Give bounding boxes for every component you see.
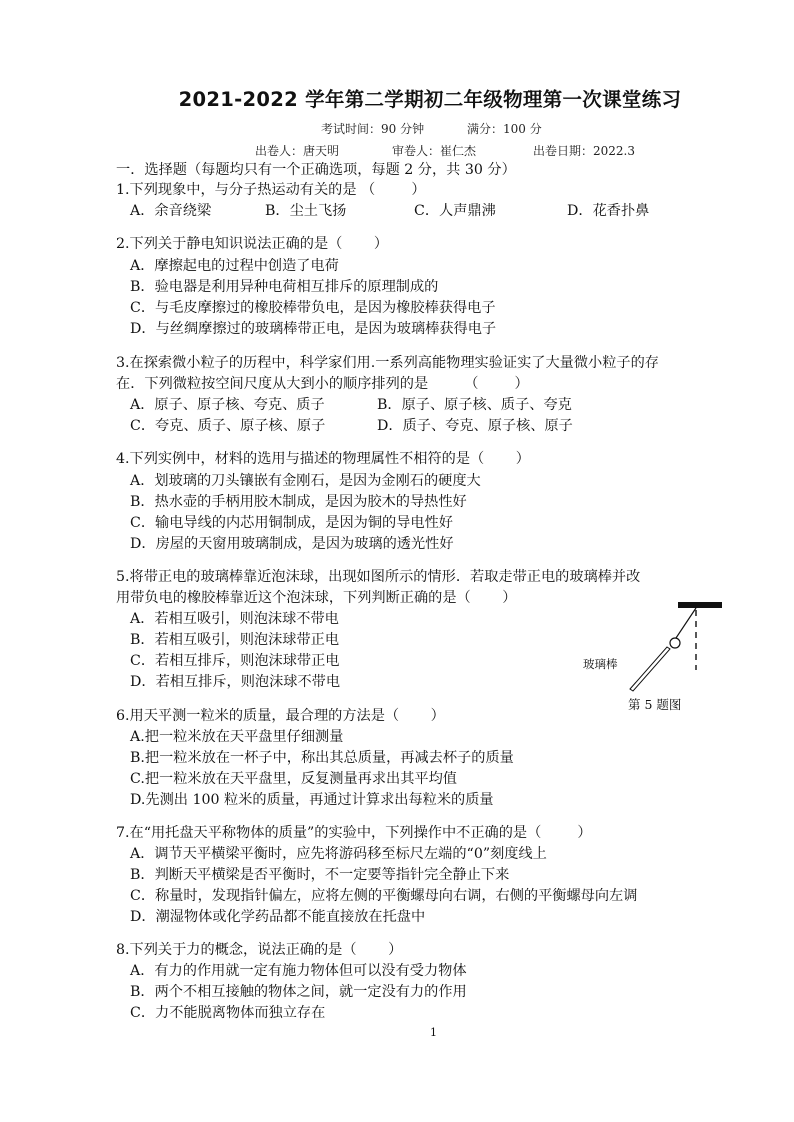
option-c: C．若相互排斥，则泡沫球带正电 — [130, 653, 340, 669]
option-b: B．原子、原子核、质子、夸克 — [377, 397, 572, 413]
ceiling-support — [678, 602, 722, 608]
option-a: A．调节天平横梁平衡时，应先将游码移至标尺左端的“0”刻度线上 — [130, 846, 547, 862]
foam-ball — [670, 638, 680, 648]
glass-rod-label: 玻璃棒 — [583, 657, 618, 671]
glass-rod — [630, 647, 670, 691]
suspension-thread — [676, 608, 696, 638]
option-d: D．潮湿物体或化学药品都不能直接放在托盘中 — [130, 909, 426, 925]
option-c: C.把一粒米放在天平盘里，反复测量再求出其平均值 — [130, 771, 457, 787]
option-a: A．若相互吸引，则泡沫球不带电 — [130, 611, 339, 627]
exam-time: 考试时间：90 分钟 — [321, 122, 425, 136]
option-a: A．原子、原子核、夸克、质子 — [130, 397, 325, 413]
option-d: D．与丝绸摩擦过的玻璃棒带正电，是因为玻璃棒获得电子 — [130, 321, 497, 337]
section-heading: 一．选择题（每题均只有一个正确选项，每题 2 分，共 30 分） — [116, 162, 516, 178]
option-d: D．花香扑鼻 — [567, 203, 650, 219]
paper-date: 出卷日期：2022.3 — [533, 144, 635, 158]
question-stem: 6.用天平测一粒米的质量，最合理的方法是（ ） — [116, 708, 445, 724]
option-a: A．余音绕梁 — [130, 203, 212, 219]
exam-title: 2021-2022 学年第二学期初二年级物理第一次课堂练习 — [178, 88, 682, 111]
option-c: C．力不能脱离物体而独立存在 — [130, 1005, 326, 1021]
option-b: B．判断天平横梁是否平衡时，不一定要等指针完全静止下来 — [130, 867, 510, 883]
option-a: A．摩擦起电的过程中创造了电荷 — [130, 258, 339, 274]
option-a: A.把一粒米放在天平盘里仔细测量 — [130, 729, 344, 745]
option-b: B．尘土飞扬 — [265, 203, 347, 219]
question-5-figure — [578, 596, 728, 696]
option-b: B．若相互吸引，则泡沫球带正电 — [130, 632, 340, 648]
option-b: B.把一粒米放在一杯子中，称出其总质量，再减去杯子的质量 — [130, 750, 514, 766]
question-stem: 5.将带正电的玻璃棒靠近泡沫球，出现如图所示的情形．若取走带正电的玻璃棒并改 — [116, 569, 641, 585]
paper-author: 出卷人：唐天明 — [255, 144, 340, 158]
paper-reviewer: 审卷人：崔仁杰 — [392, 144, 477, 158]
option-d: D.先测出 100 粒米的质量，再通过计算求出每粒米的质量 — [130, 792, 494, 808]
question-stem: 2.下列关于静电知识说法正确的是（ ） — [116, 236, 389, 252]
option-d: D．房屋的天窗用玻璃制成，是因为玻璃的透光性好 — [130, 536, 454, 552]
question-stem: 7.在“用托盘天平称物体的质量”的实验中，下列操作中不正确的是（ ） — [116, 825, 592, 841]
figure-caption: 第 5 题图 — [628, 697, 682, 712]
option-d: D．若相互排斥，则泡沫球不带电 — [130, 674, 341, 690]
question-stem: 在．下列微粒按空间尺度从大到小的顺序排列的是 （ ） — [116, 376, 529, 392]
option-c: C．输电导线的内芯用铜制成，是因为铜的导电性好 — [130, 515, 453, 531]
question-stem: 4.下列实例中，材料的选用与描述的物理属性不相符的是（ ） — [116, 451, 530, 467]
option-c: C．与毛皮摩擦过的橡胶棒带负电，是因为橡胶棒获得电子 — [130, 300, 496, 316]
option-c: C．称量时，发现指针偏左，应将左侧的平衡螺母向右调，右侧的平衡螺母向左调 — [130, 888, 638, 904]
option-b: B．热水壶的手柄用胶木制成，是因为胶木的导热性好 — [130, 494, 467, 510]
question-stem: 1.下列现象中，与分子热运动有关的是 （ ） — [116, 182, 426, 198]
question-stem: 3.在探索微小粒子的历程中，科学家们用.一系列高能物理实验证实了大量微小粒子的存 — [116, 355, 659, 371]
option-d: D．质子、夸克、原子核、原子 — [377, 418, 573, 434]
page-number: 1 — [430, 1026, 437, 1039]
option-c: C．人声鼎沸 — [414, 203, 496, 219]
question-stem: 用带负电的橡胶棒靠近这个泡沫球，下列判断正确的是（ ） — [116, 590, 517, 606]
option-b: B．验电器是利用异种电荷相互排斥的原理制成的 — [130, 279, 439, 295]
option-a: A．有力的作用就一定有施力物体但可以没有受力物体 — [130, 963, 467, 979]
full-score: 满分：100 分 — [467, 122, 542, 136]
option-b: B．两个不相互接触的物体之间，就一定没有力的作用 — [130, 984, 467, 1000]
option-a: A．划玻璃的刀头镶嵌有金刚石，是因为金刚石的硬度大 — [130, 473, 481, 489]
option-c: C．夸克、质子、原子核、原子 — [130, 418, 326, 434]
question-stem: 8.下列关于力的概念，说法正确的是（ ） — [116, 942, 403, 958]
